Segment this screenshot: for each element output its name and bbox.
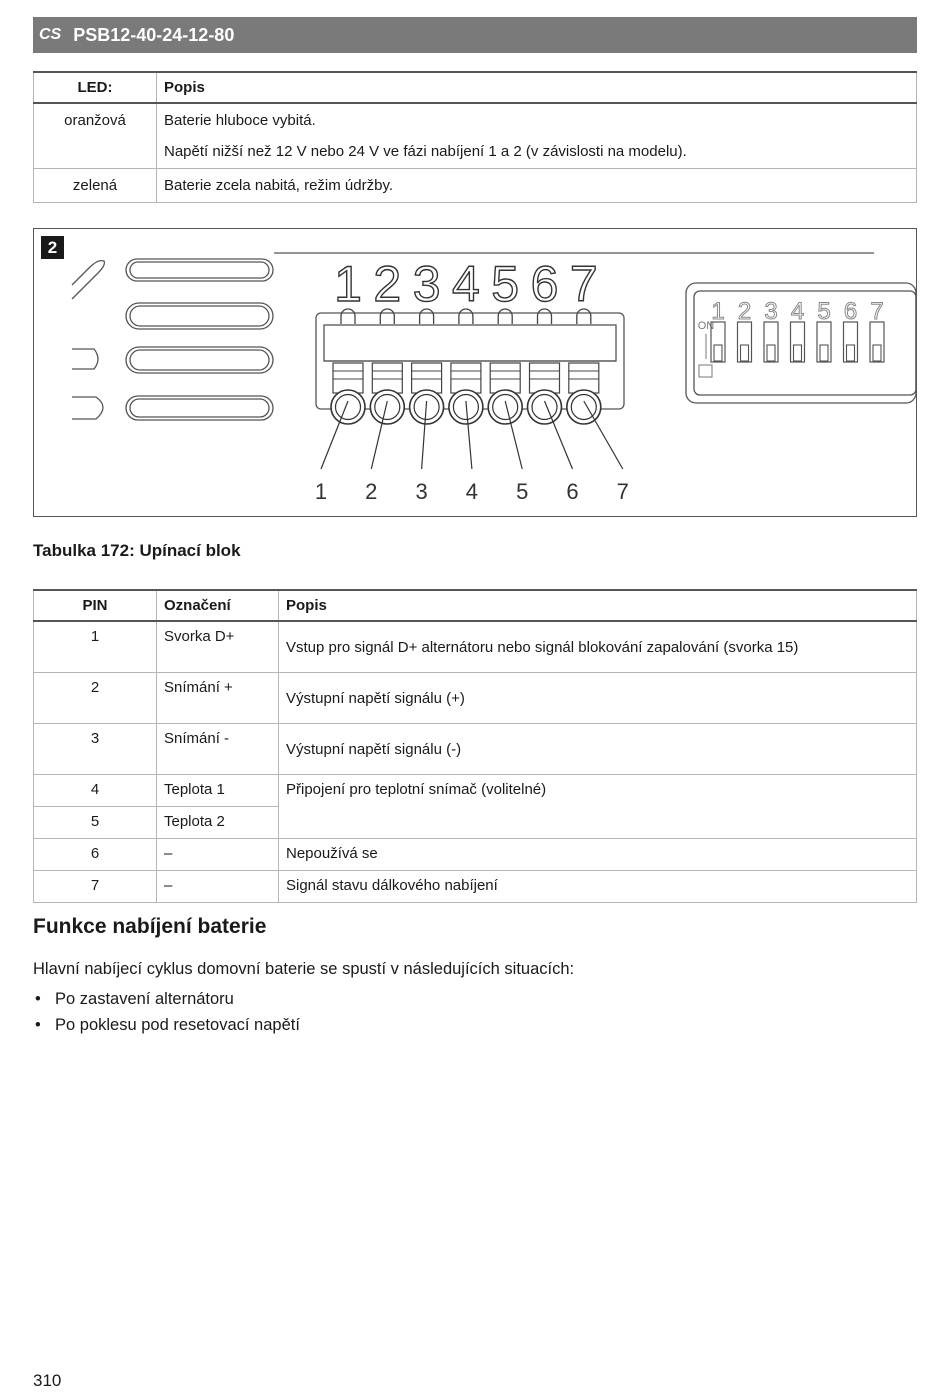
table-caption: Tabulka 172: Upínací blok [33,541,241,560]
dip-switch [764,322,778,362]
pin-description: Nepoužívá se [279,839,917,871]
description-header: Popis [157,72,917,103]
table-row [34,871,917,903]
table-row [34,775,917,807]
terminal-block-diagram [34,229,916,516]
pin-slot [412,363,442,393]
callout-label: 4 [465,479,479,504]
pin-digit-label: 2 [373,256,402,312]
pin-label: Snímání - [157,724,279,775]
pin-number: 3 [34,724,157,775]
callout-label: 2 [365,479,378,504]
pin-digit-label: 1 [334,256,362,312]
section-heading: Funkce nabíjení baterie [33,915,267,938]
led-header: LED: [34,72,157,103]
dip-digit-label: 6 [843,298,858,325]
pin-number: 1 [34,621,157,673]
dip-switch-knob [847,345,855,361]
pin-header: PIN [34,590,157,621]
description-line: Napětí nižší než 12 V nebo 24 V ve fázi nabíjení 1 a 2 (v závislosti na modelu). [164,143,687,160]
dip-digit-label: 1 [711,298,725,325]
dip-switch [791,322,805,362]
pin-description: Signál stavu dálkového nabíjení [279,871,917,903]
pin-description: Výstupní napětí signálu (-) [279,724,917,775]
pin-digit-label: 3 [412,256,441,312]
page-header [33,17,917,53]
pin-label: – [157,839,279,871]
description-line: Baterie hluboce vybitá. [164,112,316,129]
dip-switch-knob [741,345,749,361]
pin-slot [569,363,599,393]
pin-label: – [157,871,279,903]
pin-slot [490,363,520,393]
dip-digit-label: 5 [817,298,831,325]
callout-label: 5 [516,479,529,504]
callout-line [584,401,623,469]
dip-switch-knob [794,345,802,361]
callout-label: 3 [415,479,428,504]
pin-slot [372,363,402,393]
dip-digit-label: 4 [790,298,805,325]
led-description [157,103,917,169]
table-row [34,103,917,169]
callout-label: 7 [616,479,629,504]
dip-switch-knob [873,345,881,361]
led-color: zelená [34,169,157,203]
pin-label: Teplota 1 [157,775,279,807]
pin-description: Připojení pro teplotní snímač (volitelné) [279,775,917,839]
pin-slot [530,363,560,393]
dip-switch [870,322,884,362]
description-header: Popis [279,590,917,621]
pin-digit-label: 6 [530,256,559,312]
dip-switch-knob [820,345,828,361]
pin-number: 6 [34,839,157,871]
table-row [34,724,917,775]
table-row [34,621,917,673]
figure-number: 2 [41,236,64,259]
table-row [34,839,917,871]
pin-number: 5 [34,807,157,839]
pin-number: 7 [34,871,157,903]
dip-switch [738,322,752,362]
led-table [33,71,917,203]
dip-digit-label: 7 [870,298,884,325]
pin-description: Výstupní napětí signálu (+) [279,673,917,724]
model-name: PSB12-40-24-12-80 [73,24,235,45]
dip-switch-knob [767,345,775,361]
list-item: • Po poklesu pod resetovací napětí [33,1012,300,1038]
led-color: oranžová [34,103,157,169]
page-number: 310 [33,1371,62,1390]
section-intro: Hlavní nabíjecí cyklus domovní baterie se spustí v následujících situacích: [33,960,575,978]
pin-number: 2 [34,673,157,724]
pin-slot [451,363,481,393]
pin-digit-label: 7 [569,256,598,312]
language-code: CS [39,26,62,43]
pin-screw [370,390,404,424]
pin-screw [331,390,365,424]
pin-digit-label: 4 [451,256,480,312]
dip-digit-label: 2 [737,298,752,325]
pin-description: Vstup pro signál D+ alternátoru nebo signál blokování zapalování (svorka 15) [279,621,917,673]
dip-switch [844,322,858,362]
table-row [34,673,917,724]
table-row [34,169,917,203]
callout-label: 1 [314,479,328,504]
dip-on-label: ON [697,320,715,332]
dip-digit-label: 3 [764,298,778,325]
led-description: Baterie zcela nabitá, režim údržby. [157,169,917,203]
list-item: • Po zastavení alternátoru [33,986,300,1012]
dip-switch [817,322,831,362]
pin-slot [333,363,363,393]
pin-label: Svorka D+ [157,621,279,673]
designation-header: Označení [157,590,279,621]
pin-label: Teplota 2 [157,807,279,839]
pin-label: Snímání + [157,673,279,724]
pin-number: 4 [34,775,157,807]
pin-table [33,589,917,903]
callout-label: 6 [566,479,579,504]
dip-switch-knob [714,345,722,361]
dip-marker [699,365,712,377]
pin-digit-label: 5 [491,256,520,312]
bullet-list [33,986,300,1038]
connector-figure [33,228,917,517]
